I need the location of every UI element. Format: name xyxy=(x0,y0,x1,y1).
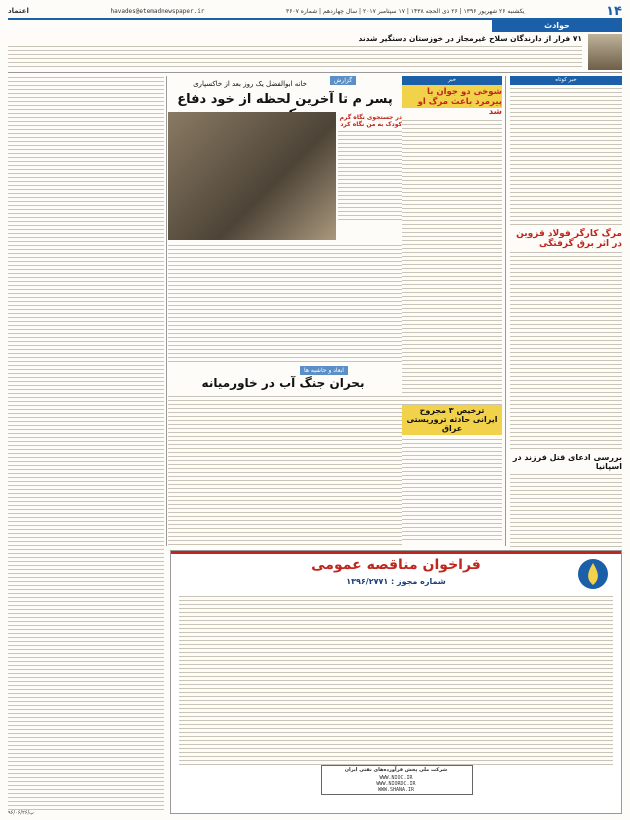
section-email[interactable]: havades@etemadnewspaper.ir xyxy=(110,7,205,15)
feature-sidebar xyxy=(338,112,402,240)
old-man-text xyxy=(402,119,502,429)
section-title: حوادث xyxy=(492,19,622,32)
date-line: یکشنبه ۲۶ شهریور ۱۳۹۶ | ۲۶ ذی الحجه ۱۴۳۸ | ۱۷ سپتامبر ۲۰۱۷ | سال چهاردهم | شماره ۳۶۰۷ xyxy=(285,7,525,15)
steel-worker-text xyxy=(510,251,622,451)
ad-code: پ/۹۶/۰۶/۲۶ xyxy=(8,810,34,816)
officer-photo xyxy=(588,34,622,70)
tender-site-2[interactable]: WWW.NIORDC.IR xyxy=(376,781,416,787)
tender-body xyxy=(179,595,613,765)
tender-site-1[interactable]: WWW.NIOC.IR xyxy=(379,775,413,781)
feature-kicker: خانه ابوالفضل یک روز بعد از خاکسپاری xyxy=(193,80,307,88)
middle-east-text xyxy=(168,395,402,547)
lead-title: ۷۱ فرار از دارندگان سلاح غیرمجاز در خوزستان دستگیر شدند xyxy=(358,34,582,43)
middle-east-title: بحران جنگ آب در خاورمیانه xyxy=(201,376,365,390)
middle-east-tag: ابعاد و حاشیه ها xyxy=(300,366,348,375)
feature-sidebar-title: در جستجوی نگاه گرم کودک به من نگاه کرد xyxy=(339,114,402,128)
iraq-text xyxy=(402,438,502,543)
tender-title: فراخوان مناقصه عمومی xyxy=(311,557,481,573)
headline-steel-worker: مرگ کارگر فولاد قزوین در اثر برق گرفتگی xyxy=(516,229,622,249)
column-divider xyxy=(505,76,506,546)
left-divider xyxy=(166,76,167,546)
short-news-text xyxy=(510,87,622,227)
feature-tag: گزارش xyxy=(330,76,356,85)
feature-title: پسر م تا آخرین لحظه از خود دفاع xyxy=(177,92,393,107)
middle-column-tag: خبر xyxy=(402,76,502,85)
page-header xyxy=(8,4,622,18)
feature-photo xyxy=(168,112,336,240)
left-column-text xyxy=(8,76,164,811)
page-number: ۱۴ xyxy=(606,3,622,19)
tender-permit: شماره مجوز : ۱۳۹۶/۲۷۷۱ xyxy=(346,577,446,586)
lead-body xyxy=(8,45,582,69)
right-column-tag: خبر کوتاه xyxy=(510,76,622,85)
newspaper-logo: اعتماد xyxy=(8,7,29,15)
headline-spain: بررسی ادعای قتل فرزند در اسپانیا xyxy=(512,453,622,471)
oil-company-logo-icon xyxy=(573,557,613,591)
tender-advertisement xyxy=(170,550,622,814)
ad-top-band xyxy=(171,551,621,554)
feature-sidebar-text xyxy=(338,130,402,220)
feature-text xyxy=(168,244,402,364)
headline-old-man: شوخی دو جوان با پیرمرد باعث مرگ او شد xyxy=(417,87,502,117)
tender-site-3[interactable]: WWW.SHANA.IR xyxy=(377,787,415,793)
lead-story xyxy=(8,34,622,73)
headline-iraq: ترخیص ۳ مجروح ایرانی حادثه تروریستی عراق xyxy=(406,406,498,433)
tender-footer-line: شرکت ملی پخش فرآورده‌های نفتی ایران xyxy=(344,767,448,773)
